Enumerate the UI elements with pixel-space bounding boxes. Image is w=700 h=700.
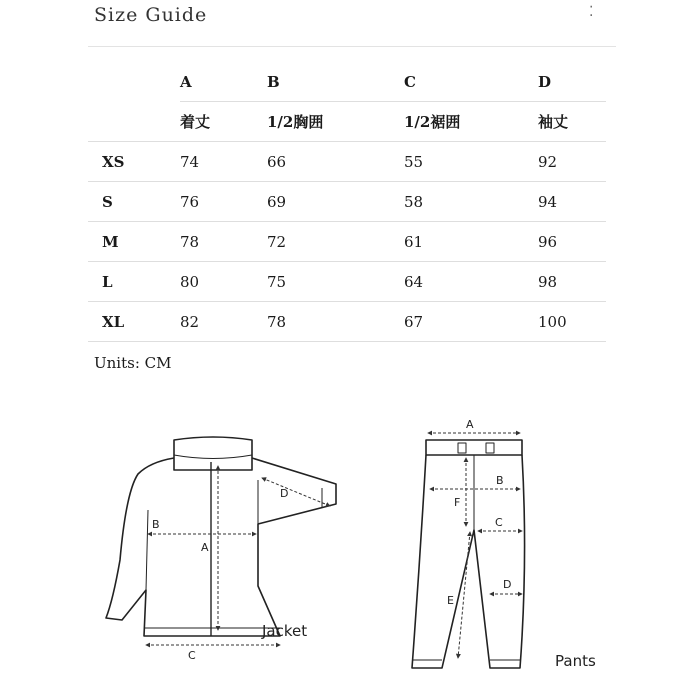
pants-measure-e: [458, 532, 470, 658]
jacket-label-c: C: [188, 649, 196, 662]
pants-waistband: [426, 440, 522, 455]
value-cell: 72: [267, 222, 404, 262]
size-label: XL: [88, 302, 180, 342]
value-cell: 94: [538, 182, 606, 222]
value-cell: 66: [267, 142, 404, 182]
value-cell: 78: [267, 302, 404, 342]
pants-label-d: D: [503, 578, 512, 591]
value-cell: 76: [180, 182, 267, 222]
value-cell: 61: [404, 222, 538, 262]
page-title: Size Guide: [94, 4, 208, 26]
value-cell: 64: [404, 262, 538, 302]
col-label-chest: 1/2胸囲: [267, 102, 404, 142]
size-label: XS: [88, 142, 180, 182]
value-cell: 55: [404, 142, 538, 182]
jacket-label-a: A: [201, 541, 209, 554]
size-label: S: [88, 182, 180, 222]
pants-label-c: C: [495, 516, 503, 529]
pants-label-e: E: [447, 594, 454, 607]
value-cell: 75: [267, 262, 404, 302]
pants-label-f: F: [454, 496, 461, 509]
jacket-diagram: [106, 437, 336, 636]
jacket-measures: [146, 466, 330, 645]
pants-label-a: A: [466, 418, 474, 431]
size-label: L: [88, 262, 180, 302]
col-label-hem: 1/2裾囲: [404, 102, 538, 142]
value-cell: 58: [404, 182, 538, 222]
value-cell: 98: [538, 262, 606, 302]
col-letter-c: C: [404, 72, 416, 91]
col-letter-d: D: [538, 72, 552, 91]
value-cell: 78: [180, 222, 267, 262]
jacket-caption: Jacket: [262, 622, 308, 640]
value-cell: 67: [404, 302, 538, 342]
value-cell: 69: [267, 182, 404, 222]
units-note: Units: CM: [94, 354, 172, 372]
value-cell: 96: [538, 222, 606, 262]
col-letter-b: B: [267, 72, 280, 91]
value-cell: 100: [538, 302, 606, 342]
value-cell: 80: [180, 262, 267, 302]
value-cell: 82: [180, 302, 267, 342]
col-letter-a: A: [180, 72, 192, 91]
jacket-label-b: B: [152, 518, 160, 531]
jacket-measure-d: [262, 478, 330, 506]
col-label-sleeve: 袖丈: [538, 102, 606, 142]
pants-label-b: B: [496, 474, 504, 487]
value-cell: 92: [538, 142, 606, 182]
jacket-collar: [174, 437, 252, 470]
value-cell: 74: [180, 142, 267, 182]
col-label-length: 着丈: [180, 102, 267, 142]
pants-legs: [412, 455, 525, 668]
pants-caption: Pants: [555, 652, 596, 670]
jacket-label-d: D: [280, 487, 289, 500]
jacket-body: [106, 458, 336, 636]
size-label: M: [88, 222, 180, 262]
corner-mark: ⁚: [589, 4, 594, 20]
